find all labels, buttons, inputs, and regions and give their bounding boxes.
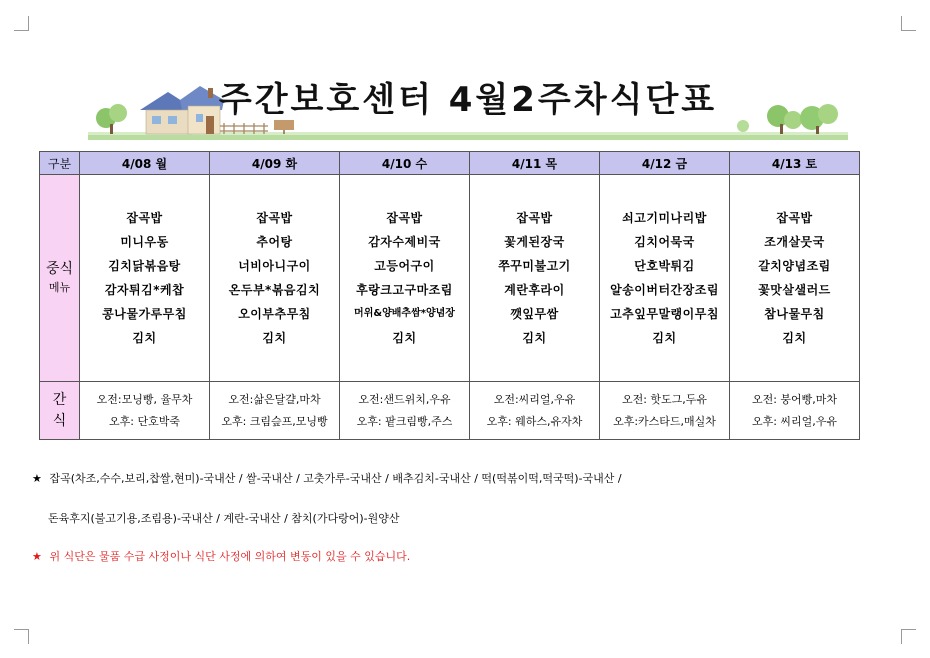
- crop-mark-bottom-right: [901, 629, 916, 644]
- dish: 김치: [782, 331, 807, 345]
- dish: 갈치양념조림: [758, 259, 831, 273]
- lunch-label-line2: 메뉴: [48, 281, 71, 295]
- snack-cell-wed: [340, 382, 470, 440]
- snack-row: [40, 382, 860, 440]
- lunch-cell-mon: [80, 175, 210, 382]
- dish: 깻잎무쌈: [510, 307, 559, 321]
- snack-pm: 오후: 씨리얼,우유: [751, 414, 838, 428]
- dish: 후랑크고구마조림: [356, 283, 453, 297]
- dish: 잡곡밥: [516, 211, 553, 225]
- day-header-fri: 4/12 금: [600, 152, 730, 175]
- dish: 김치어묵국: [634, 235, 695, 249]
- lunch-row: [40, 175, 860, 382]
- star-icon: ★: [32, 550, 42, 563]
- snack-pm: 오후:카스타드,매실차: [613, 414, 716, 428]
- snack-am: 오전:씨리얼,우유: [493, 392, 576, 406]
- snack-cell-thu: [470, 382, 600, 440]
- snack-row-label: [40, 382, 80, 440]
- day-header-wed: 4/10 수: [340, 152, 470, 175]
- dish: 김치: [132, 331, 157, 345]
- origin-note-line2: [48, 510, 400, 526]
- dish: 고등어구이: [374, 259, 435, 273]
- dish: 온두부*볶음김치: [228, 283, 321, 297]
- dish: 김치: [652, 331, 677, 345]
- snack-am: 오전: 핫도그,두유: [621, 392, 708, 406]
- dish: 알송이버터간장조림: [610, 283, 719, 297]
- lunch-cell-wed: [340, 175, 470, 382]
- star-icon: ★: [32, 472, 42, 485]
- snack-am: 오전:샌드위치,우유: [358, 392, 451, 406]
- dish: 잡곡밥: [776, 211, 813, 225]
- snack-am: 오전: 붕어빵,마차: [751, 392, 838, 406]
- category-header: 구분: [40, 152, 80, 175]
- snack-cell-sat: [730, 382, 860, 440]
- snack-pm: 오후: 크림슾프,모닝빵: [221, 414, 328, 428]
- snack-pm: 오후: 팥크림빵,주스: [356, 414, 453, 428]
- warning-note: [32, 548, 410, 564]
- dish: 머위&양배추쌈*양념장: [354, 308, 455, 319]
- snack-pm: 오후: 웨하스,유자차: [486, 414, 583, 428]
- dish: 잡곡밥: [386, 211, 423, 225]
- dish: 김치: [262, 331, 287, 345]
- dish: 오이부추무침: [238, 307, 311, 321]
- lunch-cell-sat: [730, 175, 860, 382]
- dish: 너비아니구이: [238, 259, 311, 273]
- dish: 김치닭볶음탕: [108, 259, 181, 273]
- origin-text-1: 잡곡(차조,수수,보리,찹쌀,현미)-국내산 / 쌀-국내산 / 고춧가루-국내산 / 배추김치-국내산 / 떡(떡볶이떡,떡국떡)-국내산 /: [49, 472, 622, 485]
- day-header-thu: 4/11 목: [470, 152, 600, 175]
- dish: 콩나물가루무침: [102, 307, 187, 321]
- lunch-cell-tue: [210, 175, 340, 382]
- dish: 쭈꾸미불고기: [498, 259, 571, 273]
- snack-am: 오전:삶은달걀,마차: [228, 392, 321, 406]
- table-header-row: [40, 152, 860, 175]
- dish: 김치: [522, 331, 547, 345]
- dish: 계란후라이: [504, 283, 565, 297]
- page-title: 주간보호센터 4월2주차식단표: [218, 80, 718, 120]
- dish: 조개살뭇국: [764, 235, 825, 249]
- lunch-cell-fri: [600, 175, 730, 382]
- weekly-menu-table: [39, 151, 860, 440]
- dish: 잡곡밥: [256, 211, 293, 225]
- dish: 감자수제비국: [368, 235, 441, 249]
- origin-note-line1: [32, 470, 622, 486]
- lunch-cell-thu: [470, 175, 600, 382]
- dish: 참나물무침: [764, 307, 825, 321]
- dish: 단호박튀김: [634, 259, 695, 273]
- dish: 감자튀김*케찹: [104, 283, 185, 297]
- dish: 잡곡밥: [126, 211, 163, 225]
- warning-text: 위 식단은 물품 수급 사정이나 식단 사정에 의하여 변동이 있을 수 있습니다.: [49, 550, 411, 563]
- day-header-tue: 4/09 화: [210, 152, 340, 175]
- origin-text-2: 돈육후지(불고기용,조림용)-국내산 / 계란-국내산 / 참치(가다랑어)-원양산: [48, 512, 400, 525]
- dish: 쇠고기미나리밥: [622, 211, 707, 225]
- snack-label-line2: 식: [52, 412, 67, 429]
- snack-am: 오전:모닝빵, 율무차: [96, 392, 193, 406]
- lunch-row-label: [40, 175, 80, 382]
- crop-mark-top-left: [14, 16, 29, 31]
- dish: 고추잎무말랭이무침: [610, 307, 719, 321]
- crop-mark-top-right: [901, 16, 916, 31]
- title-banner: [88, 66, 848, 146]
- day-header-sat: 4/13 토: [730, 152, 860, 175]
- snack-cell-tue: [210, 382, 340, 440]
- snack-cell-fri: [600, 382, 730, 440]
- crop-mark-bottom-left: [14, 629, 29, 644]
- snack-cell-mon: [80, 382, 210, 440]
- dish: 미니우동: [120, 235, 169, 249]
- dish: 꽃맛살샐러드: [758, 283, 831, 297]
- dish: 추어탕: [256, 235, 293, 249]
- snack-label-line1: 간: [52, 391, 67, 408]
- day-header-mon: 4/08 월: [80, 152, 210, 175]
- dish: 꽃게된장국: [504, 235, 565, 249]
- lunch-label-line1: 중식: [45, 261, 74, 278]
- snack-pm: 오후: 단호박죽: [109, 414, 180, 428]
- dish: 김치: [392, 331, 417, 345]
